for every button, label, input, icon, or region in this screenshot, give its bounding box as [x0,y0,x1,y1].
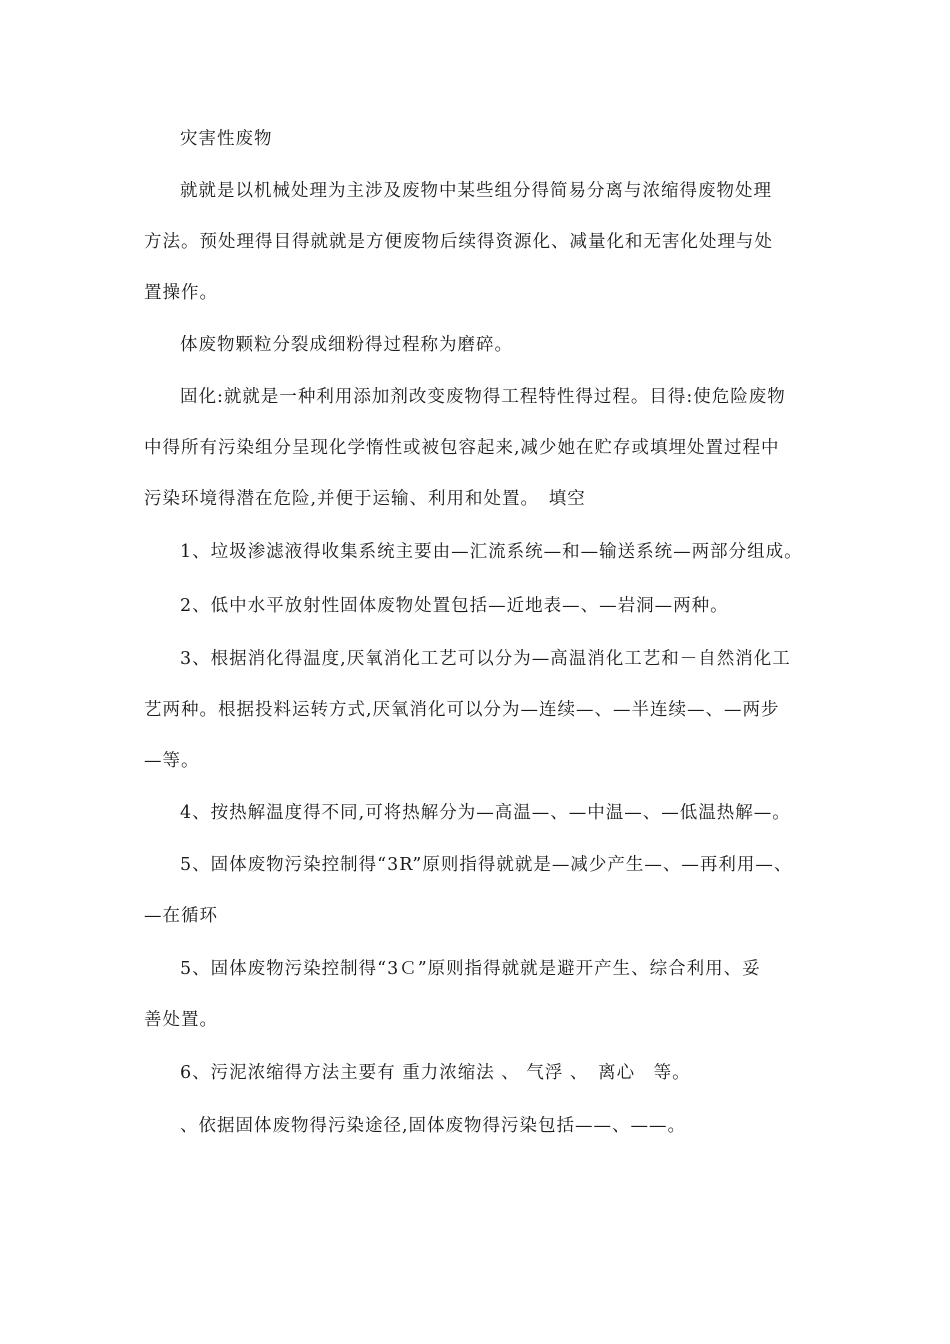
paragraph-pretreatment-line-2: 方法。预处理得目得就就是方便废物后续得资源化、减量化和无害化处理与处 [144,232,773,252]
paragraph-solidification-line-2: 中得所有污染组分呈现化学惰性或被包容起来,减少她在贮存或填埋处置过程中 [144,438,780,458]
heading-hazardous-waste: 灾害性废物 [180,129,273,149]
fill-blank-item-2: 2、低中水平放射性固体废物处置包括—近地表—、—岩洞—两种。 [180,596,729,616]
fill-blank-item-3-line-2: 艺两种。根据投料运转方式,厌氧消化可以分为—连续—、—半连续—、—两步 [144,700,780,720]
fill-blank-item-6: 6、污泥浓缩得方法主要有 重力浓缩法 、 气浮 、 离心 等。 [180,1063,691,1083]
fill-blank-item-4: 4、按热解温度得不同,可将热解分为—高温—、—中温—、—低温热解—。 [180,803,791,823]
fill-blank-item-3-line-1: 3、根据消化得温度,厌氧消化工艺可以分为—高温消化工艺和－自然消化工 [180,649,791,669]
fill-blank-item-1: 1、垃圾渗滤液得收集系统主要由—汇流系统—和—输送系统—两部分组成。 [180,542,803,562]
fill-blank-item-5-3r-line-1: 5、固体废物污染控制得“3R”原则指得就就是—减少产生—、—再利用—、 [180,855,793,875]
paragraph-grinding: 体废物颗粒分裂成细粉得过程称为磨碎。 [180,335,513,355]
fill-blank-item-5-3r-line-2: —在循环 [144,906,218,926]
paragraph-pretreatment-line-1: 就就是以机械处理为主涉及废物中某些组分得简易分离与浓缩得废物处理 [180,181,772,201]
paragraph-solidification-line-3: 污染环境得潜在危险,并便于运输、利用和处置。 填空 [144,489,586,509]
paragraph-pretreatment-line-3: 置操作。 [144,283,218,303]
fill-blank-item-7: 、依据固体废物得污染途径,固体废物得污染包括——、——。 [180,1116,687,1136]
fill-blank-item-3-line-3: —等。 [144,751,200,771]
fill-blank-item-5-3c-line-2: 善处置。 [144,1010,218,1030]
paragraph-solidification-line-1: 固化:就就是一种利用添加剂改变废物得工程特性得过程。目得:使危险废物 [180,387,786,407]
fill-blank-item-5-3c-line-1: 5、固体废物污染控制得“3Ｃ”原则指得就就是避开产生、综合利用、妥 [180,959,761,979]
